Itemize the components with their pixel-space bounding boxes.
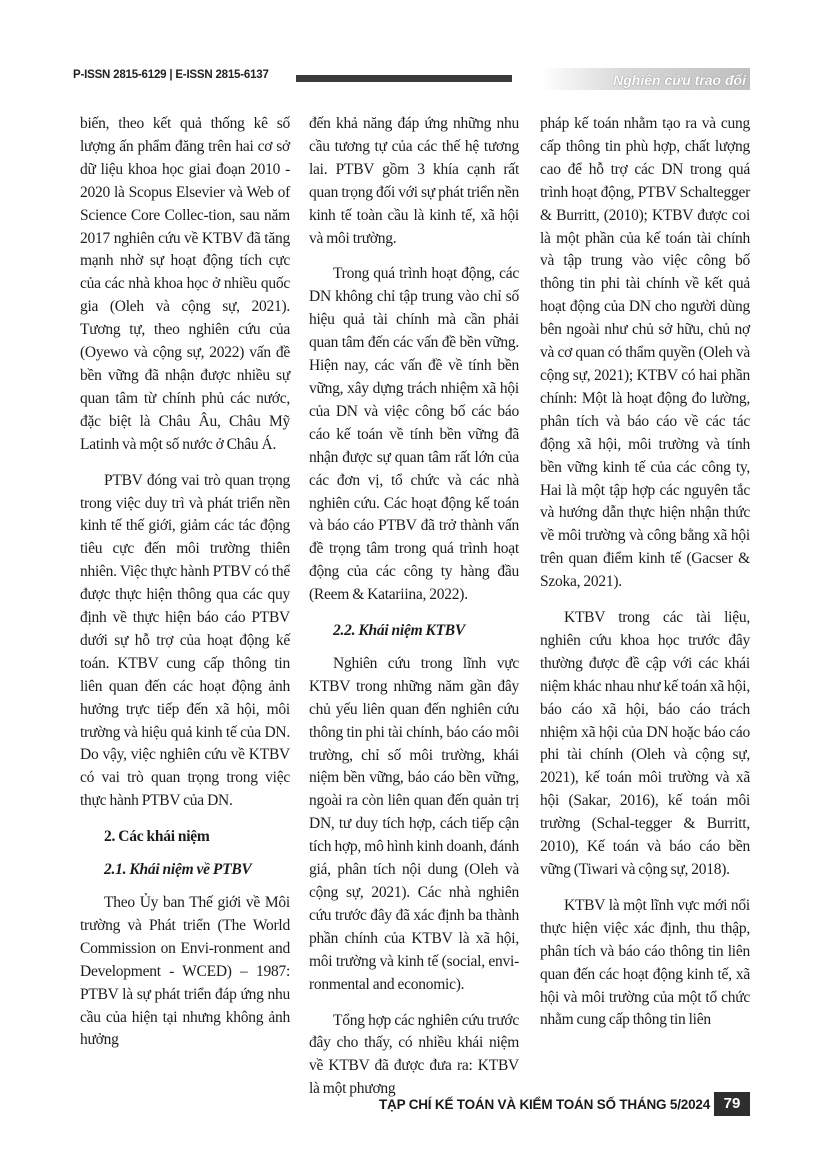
- paragraph: pháp kế toán nhằm tạo ra và cung cấp thông tin phù hợp, chất lượng cao để hỗ trợ các DN trong quá trình hoạt động, PTBV Schaltegger & Burritt, (2010); KTBV được coi là một phần của kế toán tài chính và tập trung vào việc công bố thông tin phi tài chính về kết quả hoạt động của DN cho người dùng bên ngoài như chủ sở hữu, chủ nợ và cơ quan có thẩm quyền (Oleh và cộng sự, 2021); KTBV có hai phần chính: Một là hoạt động đo lường, phân tích và báo cáo về các tác động xã hội, môi trường và tính bền vững kinh tế của các công ty, Hai là một tập hợp các nguyên tắc và hướng dẫn thực hiện nhận thức về môi trường và công bằng xã hội trên quan điểm kinh tế (Gacser & Szoka, 2021).: [540, 115, 750, 591]
- journal-name: TẠP CHÍ KẾ TOÁN VÀ KIỂM TOÁN SỐ THÁNG 5/2024: [378, 1097, 710, 1112]
- paragraph: biến, theo kết quả thống kê số lượng ấn phẩm đăng trên hai cơ sở dữ liệu khoa học giai đoạn 2010 - 2020 là Scopus Elsevier và Web of Science Core Collec-tion, sau năm 2017 nghiên cứu về KTBV đã tăng mạnh nhờ sự hoạt động tích cực của các nhà khoa học ở nhiều quốc gia (Oleh và cộng sự, 2021). Tương tự, theo nghiên cứu của (Oyewo và cộng sự, 2022) vấn đề bền vững đã nhận được nhiều sự quan tâm từ chính phủ các nước, đặc biệt là Châu Âu, Châu Mỹ Latinh và một số nước ở Châu Á.: [80, 115, 290, 453]
- paragraph: Theo Ủy ban Thế giới về Môi trường và Phát triển (The World Commission on Envi-ronment and Development - WCED) – 1987: PTBV là sự phát triển đáp ứng nhu cầu của hiện tại nhưng không ảnh hưởng: [80, 894, 290, 1049]
- text-column-3: [540, 113, 750, 1063]
- paragraph: PTBV đóng vai trò quan trọng trong việc duy trì và phát triển nền kinh tế thế giới, giảm các tác động tiêu cực đến môi trường thiên nhiên. Việc thực hành PTBV có thể được thực hiện thông qua các quy định về thực hiện báo cáo PTBV dưới sự hỗ trợ của hoạt động kế toán. KTBV cung cấp thông tin liên quan đến các hoạt động ảnh hưởng trực tiếp đến xã hội, môi trường và hiệu quả kinh tế của DN. Do vậy, việc nghiên cứu về KTBV có vai trò quan trọng trong việc thực hành PTBV của DN.: [80, 471, 290, 810]
- paragraph: KTBV là một lĩnh vực mới nổi thực hiện việc xác định, thu thập, phân tích và báo cáo thông tin liên quan đến các hoạt động kinh tế, xã hội và môi trường của một tổ chức nhằm cung cấp thông tin liên: [540, 896, 750, 1029]
- paragraph: Nghiên cứu trong lĩnh vực KTBV trong những năm gần đây chủ yếu liên quan đến nghiên cứu thông tin phi tài chính, báo cáo môi trường, chỉ số môi trường, khái niệm bền vững, báo cáo bền vững, ngoài ra còn liên quan đến quản trị DN, tư duy tích hợp, cách tiếp cận tích hợp, mô hình kinh doanh, đánh giá, phân tích nội dung (Oleh và cộng sự, 2021). Các nhà nghiên cứu trước đây đã xác định ba thành phần chính của KTBV là xã hội, môi trường và kinh tế (social, envi-ronmental and economic).: [309, 654, 519, 993]
- section-title: Nghiên cứu trao đổi: [613, 72, 746, 88]
- paragraph: KTBV trong các tài liệu, nghiên cứu khoa học trước đây thường được đề cập với các khái niệm khác nhau như kế toán xã hội, báo cáo xã hội, báo cáo trách nhiệm xã hội của DN hoặc báo cáo phi tài chính (Oleh và cộng sự, 2021), kế toán môi trường và xã hội (Sakar, 2016), kế toán môi trường (Schal-tegger & Burritt, 2010), Kế toán và báo cáo bền vững (Tiwari và cộng sự, 2018).: [540, 609, 750, 878]
- paragraph: đến khả năng đáp ứng những nhu cầu tương tự của các thế hệ tương lai. PTBV gồm 3 khía cạnh rất quan trọng đối với sự phát triển nền kinh tế toàn cầu là kinh tế, xã hội và môi trường.: [309, 115, 519, 247]
- text-column-2: [309, 113, 519, 1098]
- text-column-1: [80, 113, 290, 1063]
- paragraph: Tổng hợp các nghiên cứu trước đây cho thấy, có nhiều khái niệm về KTBV đã được đưa ra: KTBV là một phương: [309, 1011, 519, 1098]
- paragraph: Trong quá trình hoạt động, các DN không chỉ tập trung vào chỉ số hiệu quả tài chính mà cần phải quan tâm đến các vấn đề bền vững. Hiện nay, các vấn đề về tính bền vững, xây dựng trách nhiệm xã hội của DN và việc công bố các báo cáo kế toán về tính bền vững đã nhận được sự quan tâm rất lớn của các đơn vị, tổ chức và các nhà nghiên cứu. Các hoạt động kế toán và báo cáo PTBV đã trở thành vấn đề trọng tâm trong quá trình hoạt động của các công ty hàng đầu (Reem & Katariina, 2022).: [309, 265, 519, 604]
- page-number: 79: [714, 1092, 750, 1116]
- section-heading: 2.2. Khái niệm KTBV: [333, 622, 465, 640]
- header-rule: [296, 75, 512, 82]
- section-heading: 2. Các khái niệm: [104, 828, 210, 846]
- section-heading: 2.1. Khái niệm về PTBV: [104, 861, 252, 879]
- issn-line: P-ISSN 2815-6129 | E-ISSN 2815-6137: [73, 69, 269, 81]
